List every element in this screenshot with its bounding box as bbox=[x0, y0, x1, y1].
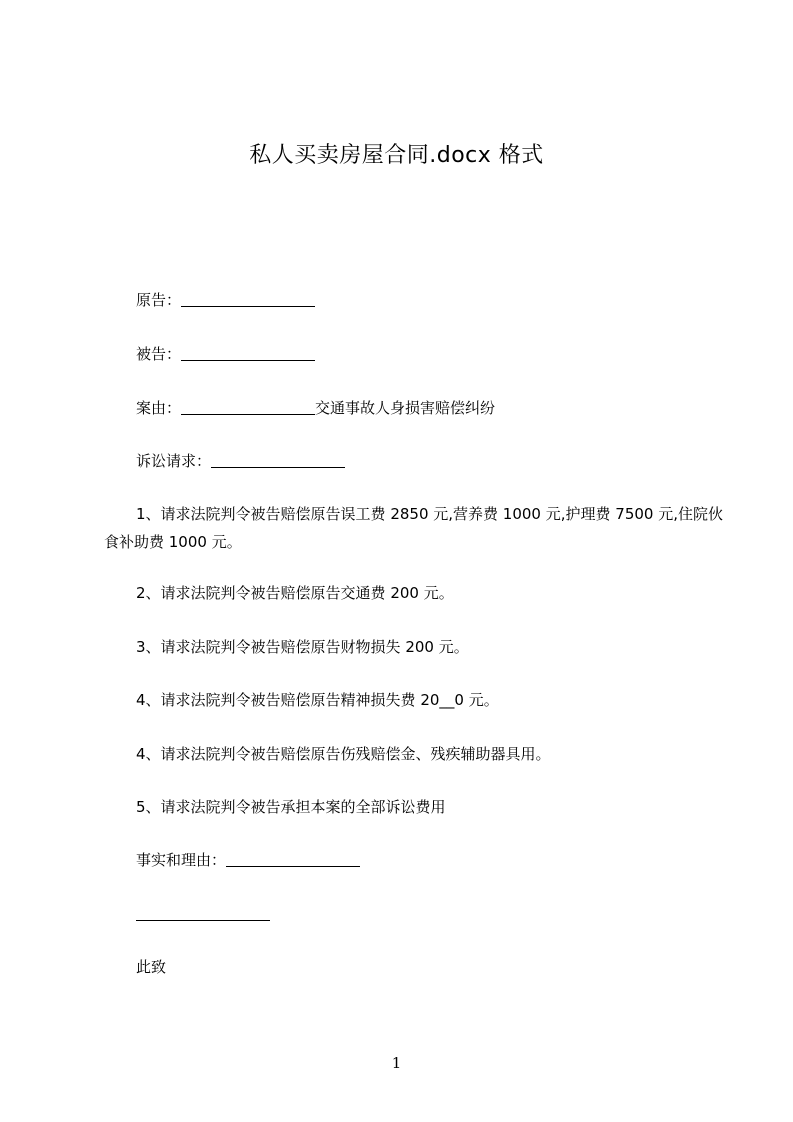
cause-line bbox=[104, 394, 724, 422]
claim-4a: 4、请求法院判令被告赔偿原告精神损失费 20__0 元。 bbox=[136, 691, 499, 709]
claim-3: 3、请求法院判令被告赔偿原告财物损失 200 元。 bbox=[136, 638, 469, 656]
claims-label: 诉讼请求： bbox=[136, 452, 212, 470]
facts-blank bbox=[226, 850, 360, 867]
cause-blank bbox=[181, 398, 315, 415]
facts-continuation-blank bbox=[136, 904, 270, 921]
facts-line bbox=[104, 846, 724, 874]
cause-text: 交通事故人身损害赔偿纠纷 bbox=[315, 399, 496, 417]
facts-label: 事实和理由： bbox=[136, 851, 227, 869]
closing: 此致 bbox=[136, 958, 167, 976]
defendant-label: 被告： bbox=[136, 345, 182, 363]
claims-line bbox=[104, 447, 724, 475]
claim-4b: 4、请求法院判令被告赔偿原告伤残赔偿金、残疾辅助器具用。 bbox=[136, 745, 551, 763]
page-number: 1 bbox=[391, 1054, 402, 1072]
plaintiff-blank bbox=[181, 290, 315, 307]
plaintiff-line bbox=[104, 286, 724, 314]
claim-2: 2、请求法院判令被告赔偿原告交通费 200 元。 bbox=[136, 584, 454, 602]
defendant-blank bbox=[181, 344, 315, 361]
claims-blank bbox=[211, 451, 345, 468]
cause-label: 案由： bbox=[136, 399, 182, 417]
plaintiff-label: 原告： bbox=[136, 291, 182, 309]
claim-5: 5、请求法院判令被告承担本案的全部诉讼费用 bbox=[136, 798, 446, 816]
claim-1: 1、请求法院判令被告赔偿原告误工费 2850 元,营养费 1000 元,护理费 7500 元,住院伙食补助费 1000 元。 bbox=[104, 505, 723, 551]
facts-continuation-line bbox=[104, 900, 724, 928]
document-title: 私人买卖房屋合同.docx 格式 bbox=[249, 143, 544, 168]
defendant-line bbox=[104, 340, 724, 368]
